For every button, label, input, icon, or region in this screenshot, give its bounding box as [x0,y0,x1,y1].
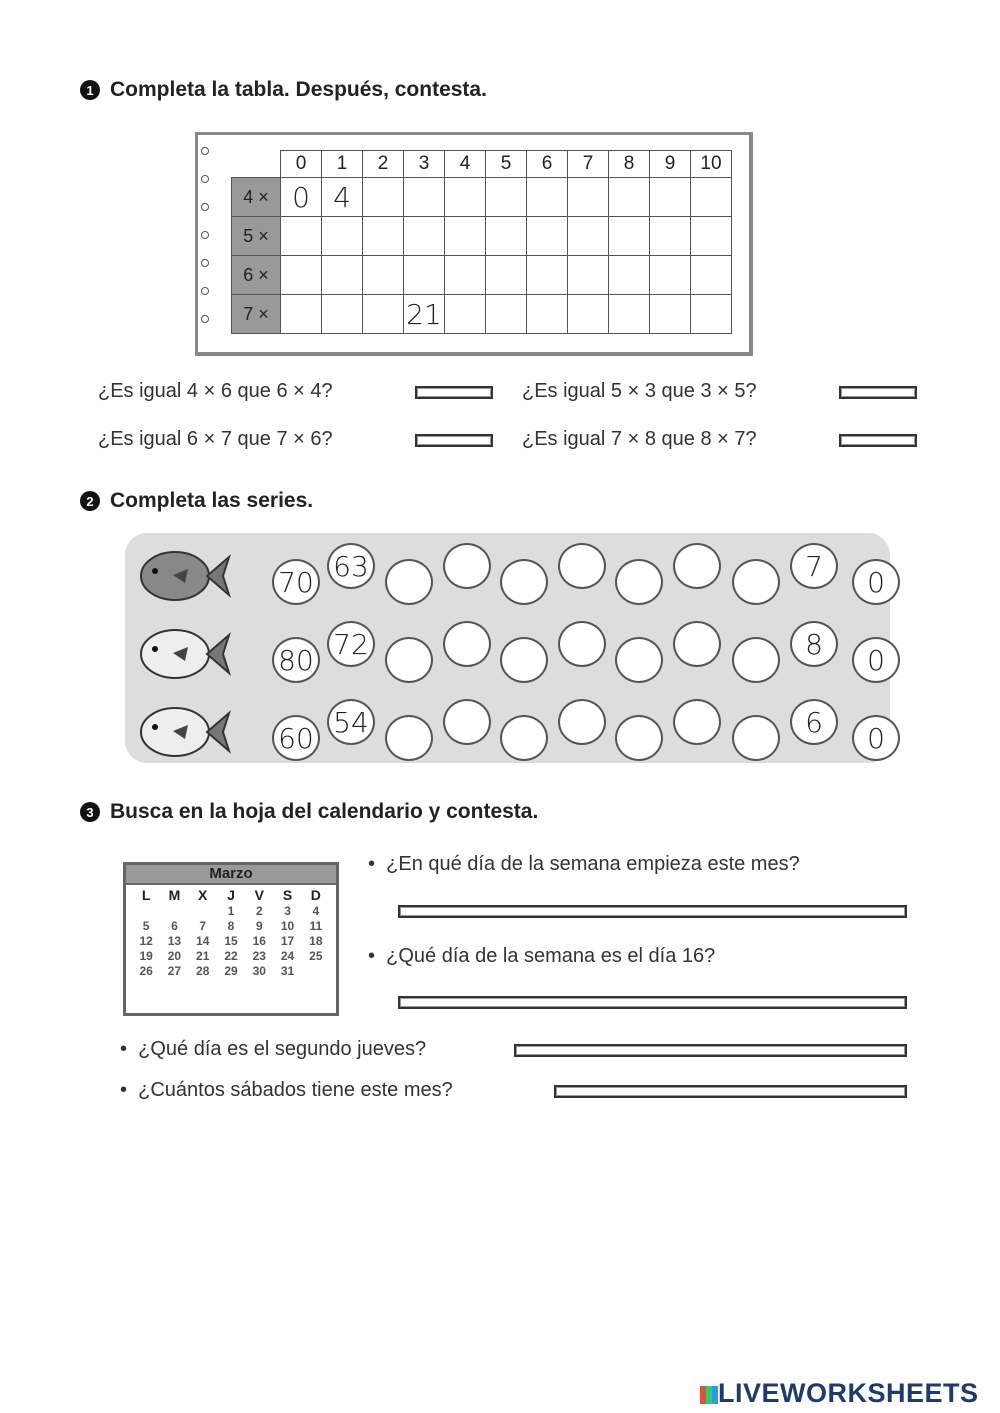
answer-cell[interactable] [691,256,732,295]
answer-cell[interactable] [609,217,650,256]
series-circle[interactable] [443,699,491,745]
series-circle[interactable] [500,637,548,683]
series-panel [125,533,890,763]
series-circle[interactable] [615,637,663,683]
question-commutative-2: ¿Es igual 5 × 3 que 3 × 5? [522,380,757,402]
series-circle[interactable] [673,699,721,745]
answer-cell[interactable]: 4 [322,178,363,217]
exercise-number: 2 [80,491,100,511]
series-circle: 72 [327,621,375,667]
question-saturdays [120,1079,453,1102]
series-circle[interactable] [385,637,433,683]
table-row [232,217,732,256]
bullet: • [120,1038,128,1060]
row-header: 4 × [232,178,281,217]
answer-cell[interactable] [609,256,650,295]
question-commutative-1: ¿Es igual 4 × 6 que 6 × 4? [98,380,333,402]
answer-cell[interactable]: 21 [404,295,445,334]
table-row [232,178,732,217]
column-header: 8 [609,151,650,178]
bullet: • [368,853,376,875]
calendar-day: 17 [280,934,295,948]
calendar-day: 9 [255,919,263,933]
answer-cell[interactable] [445,217,486,256]
answer-start-day[interactable] [398,905,907,918]
answer-cell[interactable] [281,256,322,295]
series-circle[interactable] [558,621,606,667]
answer-box-4[interactable] [839,434,917,447]
series-circle[interactable] [443,621,491,667]
calendar-day [160,904,188,918]
answer-cell[interactable] [486,217,527,256]
answer-cell[interactable] [691,217,732,256]
binder-hole-icon [201,203,209,211]
calendar-day: 23 [252,949,266,963]
table-row [232,295,732,334]
series-circle[interactable] [385,559,433,605]
answer-cell[interactable] [363,178,404,217]
calendar-day: 6 [171,919,178,933]
calendar-day: 24 [280,949,295,963]
answer-cell[interactable] [650,256,691,295]
row-header: 6 × [232,256,281,295]
question-text: ¿Cuántos sábados tiene este mes? [138,1079,453,1101]
calendar-day: 19 [139,949,153,963]
series-circle: 6 [790,699,838,745]
exercise-2-heading [80,489,313,513]
answer-cell[interactable] [486,256,527,295]
column-header: 1 [322,151,363,178]
exercise-1-heading [80,78,487,102]
calendar-day: 11 [309,919,323,933]
answer-cell[interactable] [322,217,363,256]
calendar-day: 27 [167,964,182,978]
question-commutative-3: ¿Es igual 6 × 7 que 7 × 6? [98,428,333,450]
series-circle: 8 [790,621,838,667]
answer-cell[interactable] [527,256,568,295]
binder-hole-icon [201,287,209,295]
column-header: 6 [527,151,568,178]
answer-cell[interactable] [404,178,445,217]
question-start-day [368,853,800,876]
answer-cell[interactable] [363,295,404,334]
column-header: 5 [486,151,527,178]
calendar-month: Marzo [126,865,336,885]
answer-cell[interactable]: 0 [281,178,322,217]
answer-cell[interactable] [404,256,445,295]
answer-cell[interactable] [568,217,609,256]
calendar-day: 10 [280,919,295,933]
answer-cell[interactable] [691,295,732,334]
calendar-day: 16 [252,934,266,948]
calendar-day [132,904,160,918]
series-circle: 63 [327,543,375,589]
series-circle: 60 [272,715,320,761]
column-header: 9 [650,151,691,178]
answer-cell[interactable] [568,256,609,295]
series-circle[interactable] [673,621,721,667]
calendar-day [189,904,217,918]
answer-cell[interactable] [322,256,363,295]
row-header: 7 × [232,295,281,334]
exercise-number: 3 [80,802,100,822]
calendar-day: 5 [142,919,150,933]
calendar-day: 15 [224,934,238,948]
question-second-thursday [120,1038,426,1061]
exercise-title: Completa las series. [110,489,314,512]
multiplication-table [231,150,732,334]
answer-cell[interactable] [650,217,691,256]
corner [232,151,281,178]
weekday-label: M [168,887,181,903]
series-circle[interactable] [732,559,780,605]
series-circle: 0 [852,637,900,683]
series-circle: 0 [852,559,900,605]
answer-cell[interactable] [650,178,691,217]
calendar-day: 14 [196,934,210,948]
bullet: • [368,945,376,967]
answer-cell[interactable] [281,217,322,256]
column-header: 3 [404,151,445,178]
binder-hole-icon [201,315,209,323]
fish-icon [133,623,233,685]
calendar-day: 4 [312,904,320,918]
binder-hole-icon [201,175,209,183]
series-circle[interactable] [732,715,780,761]
calendar-day: 1 [227,904,235,918]
question-commutative-4: ¿Es igual 7 × 8 que 8 × 7? [522,428,757,450]
weekday-label: X [198,887,208,903]
exercise-title: Busca en la hoja del calendario y contesta. [110,800,539,823]
logo-icon [700,1386,718,1404]
weekday-label: V [254,887,264,903]
answer-cell[interactable] [322,295,363,334]
series-circle: 54 [327,699,375,745]
series-circle[interactable] [615,715,663,761]
answer-cell[interactable] [404,217,445,256]
calendar-day: 18 [309,934,323,948]
calendar-day: 25 [309,949,323,963]
liveworksheets-logo [700,1378,979,1409]
calendar-day: 12 [139,934,153,948]
series-circle[interactable] [558,543,606,589]
answer-second-thursday[interactable] [514,1044,907,1057]
calendar-day: 29 [224,964,238,978]
answer-cell[interactable] [568,178,609,217]
series-circle[interactable] [558,699,606,745]
question-text: ¿Qué día de la semana es el día 16? [386,945,716,967]
series-circle: 7 [790,543,838,589]
series-circle[interactable] [500,559,548,605]
answer-cell[interactable] [691,178,732,217]
column-header: 7 [568,151,609,178]
calendar-day: 21 [196,949,210,963]
series-circle[interactable] [673,543,721,589]
column-header: 0 [281,151,322,178]
fish-icon [133,701,233,763]
binder-hole-icon [201,147,209,155]
binder-hole-icon [201,231,209,239]
answer-cell[interactable] [363,256,404,295]
answer-cell[interactable] [527,217,568,256]
column-header: 10 [691,151,732,178]
answer-cell[interactable] [527,178,568,217]
column-header: 4 [445,151,486,178]
answer-day-16[interactable] [398,996,907,1009]
calendar-day: 20 [167,949,182,963]
row-header: 5 × [232,217,281,256]
answer-cell[interactable] [650,295,691,334]
calendar-day: 8 [227,919,235,933]
answer-cell[interactable] [445,295,486,334]
weekday-label: S [282,887,293,903]
series-circle[interactable] [615,559,663,605]
answer-box-2[interactable] [839,386,917,399]
exercise-number: 1 [80,80,100,100]
answer-cell[interactable] [609,178,650,217]
table-row [232,256,732,295]
series-circle: 0 [852,715,900,761]
column-header: 2 [363,151,404,178]
fish-icon [133,545,233,607]
calendar-day: 28 [196,964,210,978]
answer-cell[interactable] [568,295,609,334]
series-circle[interactable] [732,637,780,683]
weekday-label: D [310,887,321,903]
exercise-title: Completa la tabla. Después, contesta. [110,78,487,101]
calendar-sheet [123,862,339,1016]
answer-cell[interactable] [363,217,404,256]
calendar-day: 31 [280,964,295,978]
calendar-day: 22 [224,949,238,963]
question-text: ¿Qué día es el segundo jueves? [138,1038,427,1060]
answer-box-3[interactable] [415,434,493,447]
question-day-16 [368,945,715,968]
series-circle: 80 [272,637,320,683]
binder-hole-icon [201,259,209,267]
series-circle[interactable] [443,543,491,589]
answer-cell[interactable] [486,178,527,217]
calendar-day [302,964,330,978]
calendar-day: 30 [252,964,266,978]
calendar-day: 7 [199,919,207,933]
bullet: • [120,1079,128,1101]
multiplication-table-card [195,132,753,356]
brand-text: LIVEWORKSHEETS [718,1378,979,1408]
answer-box-1[interactable] [415,386,493,399]
calendar-day: 26 [139,964,153,978]
answer-cell[interactable] [281,295,322,334]
series-circle[interactable] [500,715,548,761]
answer-cell[interactable] [609,295,650,334]
calendar-day: 2 [255,904,263,918]
calendar-day: 13 [167,934,182,948]
answer-cell[interactable] [527,295,568,334]
series-circle[interactable] [385,715,433,761]
weekday-label: J [227,887,235,903]
answer-cell[interactable] [486,295,527,334]
answer-saturdays[interactable] [554,1085,907,1098]
question-text: ¿En qué día de la semana empieza este mes? [386,853,800,875]
series-circle: 70 [272,559,320,605]
answer-cell[interactable] [445,178,486,217]
calendar-day: 3 [284,904,291,918]
weekday-label: L [141,887,151,903]
answer-cell[interactable] [445,256,486,295]
exercise-3-heading [80,800,538,824]
